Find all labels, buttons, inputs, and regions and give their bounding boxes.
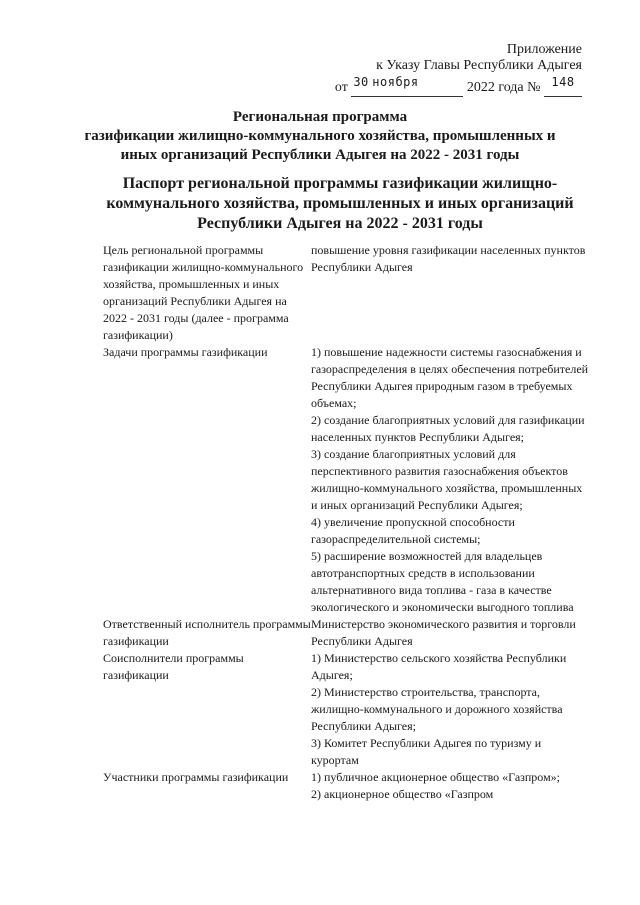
- table-row: [103, 242, 590, 344]
- list-item: повышение уровня газификации населенных пунктов Республики Адыгея: [311, 243, 586, 274]
- row-label: Участники программы газификации: [103, 770, 289, 784]
- date-day: 30: [353, 75, 369, 89]
- appendix-reference: к Указу Главы Республики Адыгея: [376, 58, 582, 73]
- decree-date-line: [334, 75, 582, 97]
- list-item: 1) публичное акционерное общество «Газпром»;: [311, 770, 560, 784]
- table-row: [103, 769, 590, 803]
- row-content: [311, 616, 590, 650]
- list-item: 3) Комитет Республики Адыгея по туризму и курортам: [311, 736, 542, 767]
- table-row: [103, 344, 590, 616]
- row-content: [311, 769, 590, 803]
- list-item: 4) увеличение пропускной способности газораспределительной системы;: [311, 515, 515, 546]
- list-item: 2) акционерное общество «Газпром: [311, 787, 494, 801]
- list-item: 1) Министерство сельского хозяйства Республики Адыгея;: [311, 651, 567, 682]
- number-field: [544, 75, 582, 97]
- row-label: Соисполнители программы газификации: [103, 651, 244, 682]
- decree-number: 148: [551, 75, 575, 89]
- program-title: [0, 108, 640, 165]
- list-item: 5) расширение возможностей для владельцев автотранспортных средств в использовании альтернативного вида топлива - газа в качестве экологического и экономически выгодного топлива: [311, 549, 574, 614]
- list-item: 3) создание благоприятных условий для перспективного развития газоснабжения объектов жилищно-коммунального хозяйства, промышленных и иных организаций Республики Адыгея;: [311, 447, 583, 512]
- table-row: [103, 616, 590, 650]
- date-field: [351, 75, 463, 97]
- program-title-line: газификации жилищно-коммунального хозяйства, промышленных и: [84, 128, 556, 144]
- passport-table: [103, 242, 590, 803]
- passport-title-line: коммунального хозяйства, промышленных и иных организаций: [106, 195, 574, 212]
- table-row: [103, 650, 590, 769]
- row-content: [311, 650, 590, 769]
- date-year: 2022 года №: [466, 80, 541, 95]
- row-label: Цель региональной программы газификации жилищно-коммунального хозяйства, промышленных и иных организаций Республики Адыгея на 2022 - 2031 годы (далее - программа газификации): [103, 243, 304, 342]
- date-month: ноября: [372, 75, 419, 89]
- date-prefix: от: [334, 80, 348, 95]
- program-title-line: иных организаций Республики Адыгея на 2022 - 2031 годы: [120, 147, 520, 163]
- passport-title: [40, 174, 640, 234]
- row-label: Ответственный исполнитель программы газификации: [103, 617, 311, 648]
- program-title-line: Региональная программа: [232, 109, 408, 125]
- appendix-block: [322, 42, 582, 74]
- passport-title-line: Паспорт региональной программы газификации жилищно-: [122, 175, 558, 192]
- row-content: [311, 344, 590, 616]
- list-item: Министерство экономического развития и торговли Республики Адыгея: [311, 617, 576, 648]
- list-item: 2) Министерство строительства, транспорта, жилищно-коммунального и дорожного хозяйства Республики Адыгея;: [311, 685, 563, 733]
- passport-title-line: Республики Адыгея на 2022 - 2031 годы: [197, 215, 483, 232]
- list-item: 2) создание благоприятных условий для газификации населенных пунктов Республики Адыгея;: [311, 413, 585, 444]
- appendix-title: Приложение: [506, 42, 582, 57]
- row-content: [311, 242, 590, 344]
- row-label: Задачи программы газификации: [103, 345, 268, 359]
- list-item: 1) повышение надежности системы газоснабжения и газораспределения в целях обеспечения потребителей Республики Адыгея природным газом в требуемых объемах;: [311, 345, 589, 410]
